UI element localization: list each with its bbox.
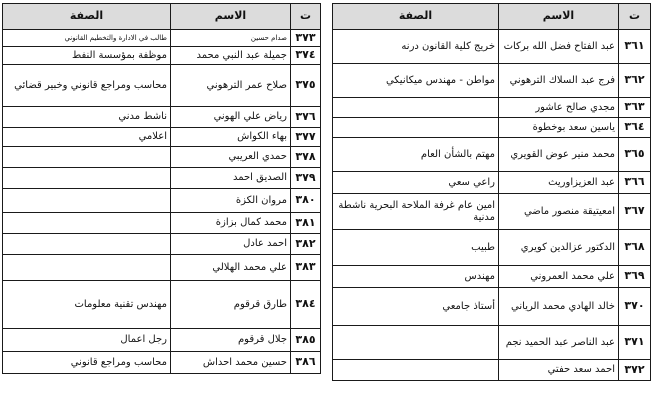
row-name: احمد عادل <box>171 234 291 255</box>
table-row <box>333 172 651 194</box>
table-row <box>333 230 651 266</box>
table-row <box>333 360 651 381</box>
row-description: محاسب ومراجع قانوني <box>3 352 171 374</box>
row-number: ٣٨٦ <box>291 352 321 374</box>
row-description: موظفة بمؤسسة النفط <box>3 47 171 65</box>
row-description <box>3 168 171 189</box>
header-desc: الصفة <box>333 4 499 30</box>
row-name: حمدي العريبي <box>171 147 291 168</box>
row-name: امعيتيقة منصور ماضي <box>499 194 619 230</box>
row-name: جلال قرقوم <box>171 329 291 352</box>
table-row <box>333 118 651 138</box>
table-row <box>333 194 651 230</box>
row-description <box>3 147 171 168</box>
column-gap <box>322 0 330 400</box>
row-name: عبد الناصر عبد الحميد نجم <box>499 326 619 360</box>
row-name: علي محمد الهلالي <box>171 255 291 281</box>
row-number: ٣٨٥ <box>291 329 321 352</box>
row-number: ٣٧٧ <box>291 128 321 147</box>
row-name: فرج عبد السلاك الترهوني <box>499 64 619 98</box>
row-description: مواطن - مهندس ميكانيكي <box>333 64 499 98</box>
header-name: الاسم <box>499 4 619 30</box>
table-row <box>333 64 651 98</box>
row-number: ٣٦٣ <box>619 98 651 118</box>
row-number: ٣٨٤ <box>291 281 321 329</box>
table-row <box>3 168 321 189</box>
row-name: عبد الفتاح فضل الله بركات <box>499 30 619 64</box>
table-row <box>333 266 651 288</box>
table-row <box>333 138 651 172</box>
table-row <box>3 329 321 352</box>
table-row <box>3 281 321 329</box>
table-row <box>333 98 651 118</box>
table-row <box>3 189 321 213</box>
table-row <box>3 234 321 255</box>
row-description <box>333 98 499 118</box>
row-name: طارق قرقوم <box>171 281 291 329</box>
row-number: ٣٨٠ <box>291 189 321 213</box>
row-description: مهندس <box>333 266 499 288</box>
row-description: رجل اعمال <box>3 329 171 352</box>
row-number: ٣٦٢ <box>619 64 651 98</box>
row-name: الدكتور عزالدين كويري <box>499 230 619 266</box>
row-number: ٣٧٦ <box>291 107 321 128</box>
table-row <box>3 65 321 107</box>
table-row <box>333 326 651 360</box>
row-number: ٣٨٢ <box>291 234 321 255</box>
header-num: ت <box>291 4 321 30</box>
row-description: أستاذ جامعي <box>333 288 499 326</box>
row-name: عبد العزيزاوريث <box>499 172 619 194</box>
row-description: مهتم بالشأن العام <box>333 138 499 172</box>
table-header-row <box>3 4 321 30</box>
table-row <box>3 128 321 147</box>
row-description <box>333 360 499 381</box>
row-description: امين عام غرفة الملاحة البحرية ناشطة مدنية <box>333 194 499 230</box>
row-number: ٣٨١ <box>291 213 321 234</box>
row-name: علي محمد العمروني <box>499 266 619 288</box>
row-number: ٣٧٢ <box>619 360 651 381</box>
row-description: راعي سعي <box>333 172 499 194</box>
row-number: ٣٧٥ <box>291 65 321 107</box>
row-name: جميلة عبد النبي محمد <box>171 47 291 65</box>
row-description: طالب في الادارة والتخطيم القانوني <box>3 30 171 47</box>
row-name: مجدي صالح عاشور <box>499 98 619 118</box>
header-desc: الصفة <box>3 4 171 30</box>
row-number: ٣٧٨ <box>291 147 321 168</box>
row-name: الصديق احمد <box>171 168 291 189</box>
row-number: ٣٧٠ <box>619 288 651 326</box>
row-name: حسين محمد احداش <box>171 352 291 374</box>
row-number: ٣٨٣ <box>291 255 321 281</box>
row-name: محمد منير عوض القويري <box>499 138 619 172</box>
row-description: خريج كلية القانون درنه <box>333 30 499 64</box>
table-row <box>3 352 321 374</box>
row-description: مهندس تقنية معلومات <box>3 281 171 329</box>
row-name: خالد الهادي محمد الرياني <box>499 288 619 326</box>
row-description: محاسب ومراجع قانوني وخبير قضائي <box>3 65 171 107</box>
row-description <box>3 189 171 213</box>
row-number: ٣٧٩ <box>291 168 321 189</box>
table-row <box>3 107 321 128</box>
row-number: ٣٦٨ <box>619 230 651 266</box>
row-name: رياض علي الهوني <box>171 107 291 128</box>
row-name: صلاح عمر الترهوني <box>171 65 291 107</box>
table-header-row <box>333 4 651 30</box>
row-name: احمد سعد حفتي <box>499 360 619 381</box>
row-description <box>3 213 171 234</box>
row-number: ٣٧٣ <box>291 30 321 47</box>
table-row <box>333 30 651 64</box>
table-row <box>3 30 321 47</box>
row-number: ٣٦٥ <box>619 138 651 172</box>
table-row <box>3 47 321 65</box>
row-description <box>3 234 171 255</box>
row-description: طبيب <box>333 230 499 266</box>
row-number: ٣٦٩ <box>619 266 651 288</box>
table-row <box>3 147 321 168</box>
row-name: محمد كمال بزازة <box>171 213 291 234</box>
members-table-right <box>332 3 651 381</box>
row-number: ٣٧٤ <box>291 47 321 65</box>
row-name: صدام حسين <box>171 30 291 47</box>
row-number: ٣٦٦ <box>619 172 651 194</box>
header-num: ت <box>619 4 651 30</box>
members-table-left <box>2 3 321 374</box>
table-row <box>3 213 321 234</box>
table-row <box>3 255 321 281</box>
row-name: مروان الكزة <box>171 189 291 213</box>
row-description <box>3 255 171 281</box>
header-name: الاسم <box>171 4 291 30</box>
row-description <box>333 118 499 138</box>
row-number: ٣٦٤ <box>619 118 651 138</box>
table-row <box>333 288 651 326</box>
row-name: بهاء الكواش <box>171 128 291 147</box>
row-description: اعلامي <box>3 128 171 147</box>
row-number: ٣٧١ <box>619 326 651 360</box>
row-name: ياسين سعد بوخطوة <box>499 118 619 138</box>
row-description: ناشط مدني <box>3 107 171 128</box>
row-number: ٣٦١ <box>619 30 651 64</box>
row-number: ٣٦٧ <box>619 194 651 230</box>
row-description <box>333 326 499 360</box>
